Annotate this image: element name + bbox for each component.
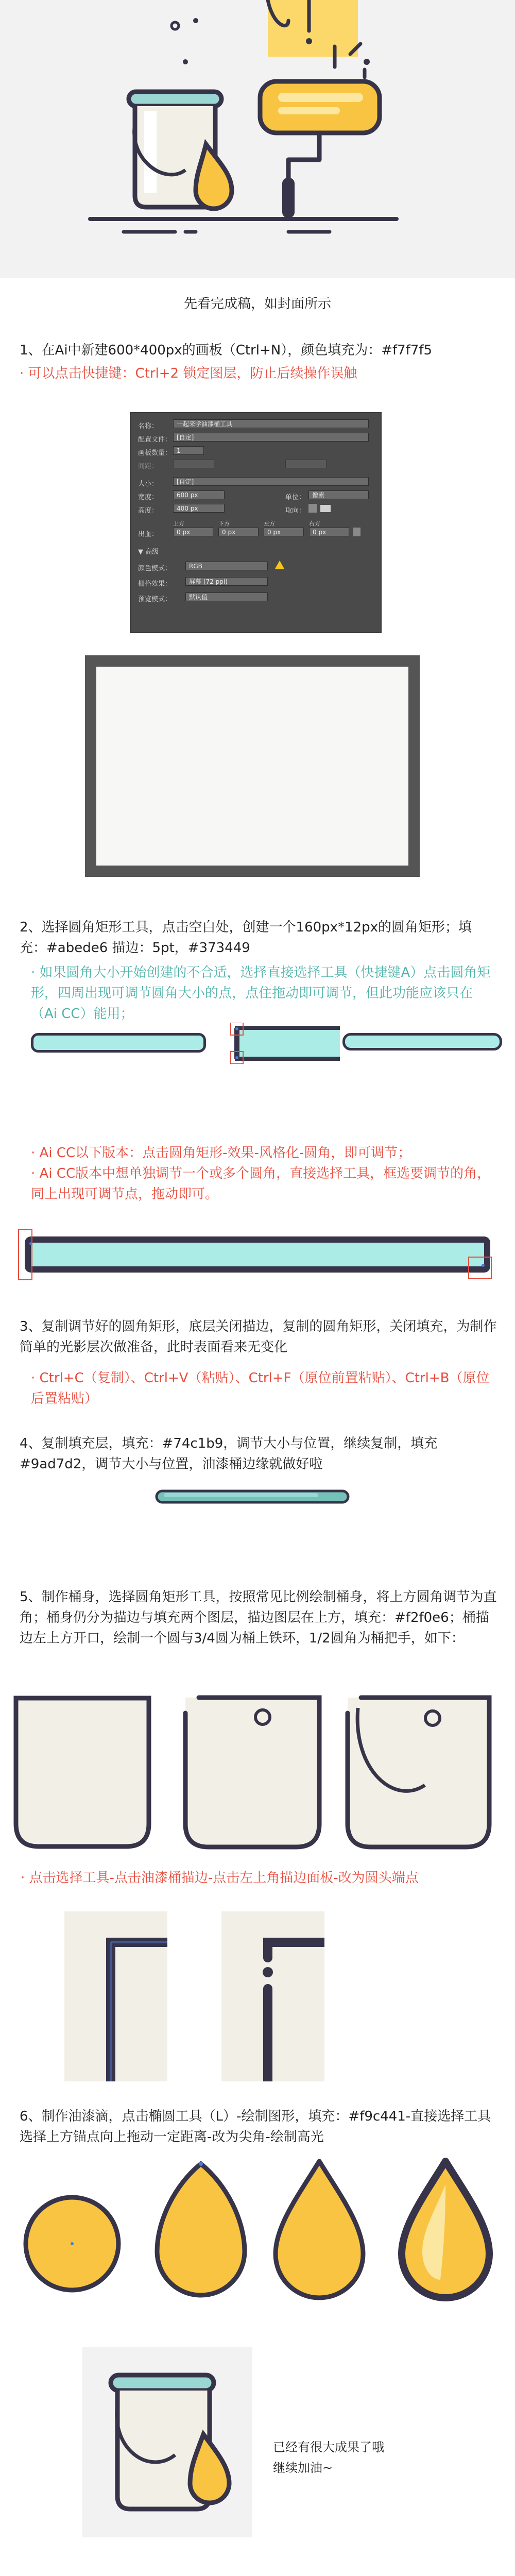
bucket-demo-3 <box>342 1692 502 1852</box>
step1-tip: · 可以点击快捷键：Ctrl+2 锁定图层，防止后续操作误触 <box>20 366 357 381</box>
drop-demo-3 <box>268 2154 371 2303</box>
dialog-label: 宽度： <box>138 494 159 501</box>
height-field[interactable]: 400 px <box>173 504 225 513</box>
hero-illustration <box>0 0 515 278</box>
bucket-demo-1 <box>13 1695 152 1850</box>
preview-label: 预览模式： <box>138 596 172 603</box>
step2-tip3: · Ai CC版本中想单独调节一个或多个圆角，直接选择工具，框选要调节的角，同上出现可调节点，拖动即可。 <box>31 1166 491 1202</box>
rim-result <box>154 1489 350 1504</box>
step5-tip: · 点击选择工具-点击油漆桶描边-点击左上角描边面板-改为圆头端点 <box>21 1870 419 1886</box>
dialog-label: 大小： <box>138 480 159 488</box>
name-field[interactable]: 一起来学油漆桶工具 <box>173 419 369 428</box>
bleed-right-field[interactable]: 0 px <box>309 528 349 536</box>
columns-field[interactable] <box>285 460 327 468</box>
colormode-label: 颜色模式： <box>138 565 172 572</box>
unit-select[interactable]: 像素 <box>308 490 369 499</box>
profile-select[interactable]: [自定] <box>173 433 369 442</box>
dialog-label: 名称： <box>138 422 159 430</box>
dialog-label: 配置文件： <box>138 436 172 444</box>
bleed-top-label: 上方 <box>173 520 184 527</box>
artboards-field[interactable]: 1 <box>173 446 204 455</box>
step3-text: 3、复制调节好的圆角矩形，底层关闭描边，复制的圆角矩形，关闭填充，为制作简单的光影层次做准备，此时表面看来无变化 <box>20 1319 497 1355</box>
step1-text: 1、在Ai中新建600*400px的画板（Ctrl+N），颜色填充为：#f7f7f5 <box>20 343 433 358</box>
bleed-right-label: 右方 <box>309 520 320 527</box>
bleed-top-field[interactable]: 0 px <box>173 528 213 536</box>
bleed-left-field[interactable]: 0 px <box>264 528 304 536</box>
intro-text: 先看完成稿，如封面所示 <box>183 296 331 312</box>
step2-tip2: · Ai CC以下版本：点击圆角矩形-效果-风格化-圆角，即可调节； <box>31 1145 411 1161</box>
drop-demo-4 <box>391 2154 500 2303</box>
orient-label: 取向： <box>285 507 306 515</box>
link-icon[interactable] <box>353 528 360 536</box>
corner-adjust-demo <box>15 1226 500 1283</box>
bleed-left-label: 左方 <box>264 520 275 527</box>
dialog-label: 高度： <box>138 507 159 515</box>
raster-select[interactable]: 屏幕 (72 ppi) <box>185 577 268 586</box>
artboard-preview <box>85 655 420 877</box>
step6-text: 6、制作油漆滴，点击椭圆工具（L）-绘制图形，填充：#f9c441-直接选择工具选择上方锚点向上拖动一定距离-改为尖角-绘制高光 <box>20 2109 491 2145</box>
spacing-field[interactable] <box>173 460 214 468</box>
bucket-progress <box>82 2347 252 2537</box>
step3-tip: · Ctrl+C（复制）、Ctrl+V（粘贴）、Ctrl+F（原位前置粘贴）、Ctrl+B（原位后置粘贴） <box>31 1370 490 1406</box>
raster-label: 栅格效果： <box>138 580 172 588</box>
width-field[interactable]: 600 px <box>173 490 225 499</box>
ending-line2: 继续加油~ <box>273 2461 333 2475</box>
rounded-rect-select <box>227 1023 340 1064</box>
colormode-select[interactable]: RGB <box>185 562 268 570</box>
dialog-label: 出血： <box>138 531 159 538</box>
drop-demo-1 <box>18 2184 131 2298</box>
step4-text: 4、复制填充层，填充：#74c1b9，调节大小与位置，继续复制，填充#9ad7d2，调节大小与位置，油漆桶边缘就做好啦 <box>20 1436 438 1472</box>
step2-tip: · 如果圆角大小开始创建的不合适，选择直接选择工具（快捷键A）点击圆角矩形，四周出现可调节圆角大小的点，点住拖动即可调节，但此功能应该只在（Ai CC）能用； <box>31 965 491 1022</box>
step2-text: 2、选择圆角矩形工具，点击空白处，创建一个160px*12px的圆角矩形；填充：#abede6 描边：5pt，#373449 <box>20 920 472 956</box>
stroke-cap-demo-2 <box>221 1911 324 2081</box>
portrait-icon[interactable] <box>308 504 317 513</box>
bucket-demo-2 <box>180 1692 324 1852</box>
ending-line1: 已经有很大成果了哦 <box>273 2440 384 2454</box>
rounded-rect-result <box>342 1033 502 1050</box>
dialog-label: 间距： <box>138 463 159 470</box>
new-document-dialog <box>130 412 382 633</box>
landscape-icon[interactable] <box>320 505 331 512</box>
rounded-rect-demo <box>31 1033 206 1053</box>
stroke-cap-demo-1 <box>64 1911 167 2081</box>
size-select[interactable]: [自定] <box>173 477 369 486</box>
warning-icon <box>275 561 284 569</box>
advanced-toggle[interactable]: ▼ 高级 <box>138 548 159 556</box>
bleed-bottom-label: 下方 <box>218 520 230 527</box>
step5-text: 5、制作桶身，选择圆角矩形工具，按照常见比例绘制桶身，将上方圆角调节为直角；桶身仍分为描边与填充两个图层，描边图层在上方，填充：#f2f0e6；桶描边左上方开口，绘制一个圆与3/4圆为桶上铁环，1/2圆角为桶把手，如下： <box>20 1589 497 1646</box>
unit-label: 单位： <box>285 494 306 501</box>
bleed-bottom-field[interactable]: 0 px <box>218 528 259 536</box>
preview-select[interactable]: 默认值 <box>185 592 268 601</box>
drop-demo-2 <box>149 2154 252 2303</box>
dialog-label: 画板数量： <box>138 449 172 457</box>
